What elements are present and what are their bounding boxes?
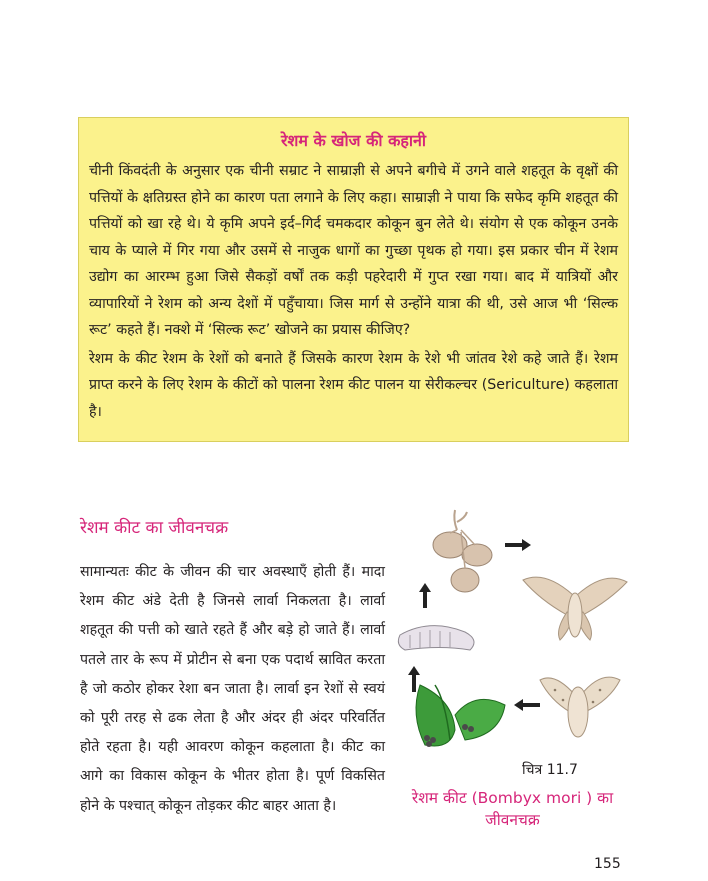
cocoon-illustration	[433, 510, 492, 592]
story-paragraph-2: रेशम के कीट रेशम के रेशों को बनाते हैं जिसके कारण रेशम के रेशे भी जांतव रेशे कहे जाते हैं। रेशम प्राप्त करने के लिए रेशम के कीटों को पालना रेशम कीट पालन या सेरीकल्चर (Sericulture) कहलाता है।	[89, 350, 618, 420]
story-box-title: रेशम के खोज की कहानी	[280, 131, 427, 150]
figure-number: चित्र 11.7	[522, 762, 578, 778]
silkworm-life-cycle-figure	[395, 500, 635, 800]
section-body-text: सामान्यतः कीट के जीवन की चार अवस्थाएँ होती हैं। मादा रेशम कीट अंडे देती है जिनसे लार्वा निकलता है। लार्वा शहतूत की पत्ती को खाते रहते हैं और बड़े हो जाते हैं। लार्वा पतले तार के रूप में प्रोटीन से बना एक पदार्थ स्रावित करता है जो कठोर होकर रेशा बन जाता है। लार्वा इन रेशों से स्वयं को पूरी तरह से ढक लेता है और अंदर ही अंदर परिवर्तित होते रहता है। यही आवरण कोकून कहलाता है। कीट का आगे का विकास कोकून के भीतर होता है। पूर्ण विकसित होने के पश्चात् कोकून तोड़कर कीट बाहर आता है।	[80, 564, 385, 814]
arrow-right-icon	[505, 539, 531, 551]
page-number: 155	[594, 856, 621, 872]
female-moth-illustration	[540, 677, 620, 737]
figure-caption: रेशम कीट (Bombyx mori ) का जीवनचक्र	[411, 789, 614, 829]
arrow-left-icon	[514, 699, 540, 711]
larva-illustration	[398, 626, 474, 650]
arrow-up-icon	[408, 666, 420, 692]
arrow-up-icon	[419, 583, 431, 608]
story-box	[78, 117, 629, 442]
mulberry-leaf-eggs-illustration	[416, 685, 505, 747]
story-paragraph-1: चीनी किंवदंती के अनुसार एक चीनी सम्राट ने साम्राज्ञी से अपने बगीचे में उगने वाले शहतूत के वृक्षों की पत्तियों के क्षतिग्रस्त होने का कारण पता लगाने के लिए कहा। साम्राज्ञी ने पाया कि सफेद कृमि शहतूत की पत्तियों को खा रहे थे। ये कृमि अपने इर्द–गिर्द चमकदार कोकून बुन लेते थे। संयोग से एक कोकून उनके चाय के प्याले में गिर गया और उसमें से नाजुक धागों का गुच्छा पृथक हो गया। इस प्रकार चीन में रेशम उद्योग का आरम्भ हुआ जिसे सैकड़ों वर्षों तक कड़ी पहरेदारी में गुप्त रखा गया। बाद में यात्रियों और व्यापारियों ने रेशम को अन्य देशों में पहुँचाया। जिस मार्ग से उन्होंने यात्रा की थी, उसे आज भी ‘सिल्क रूट’ कहते हैं। नक्शे में ‘सिल्क रूट’ खोजने का प्रयास कीजिए?	[89, 163, 618, 338]
section-heading: रेशम कीट का जीवनचक्र	[80, 518, 229, 538]
adult-moth-illustration	[523, 577, 627, 640]
